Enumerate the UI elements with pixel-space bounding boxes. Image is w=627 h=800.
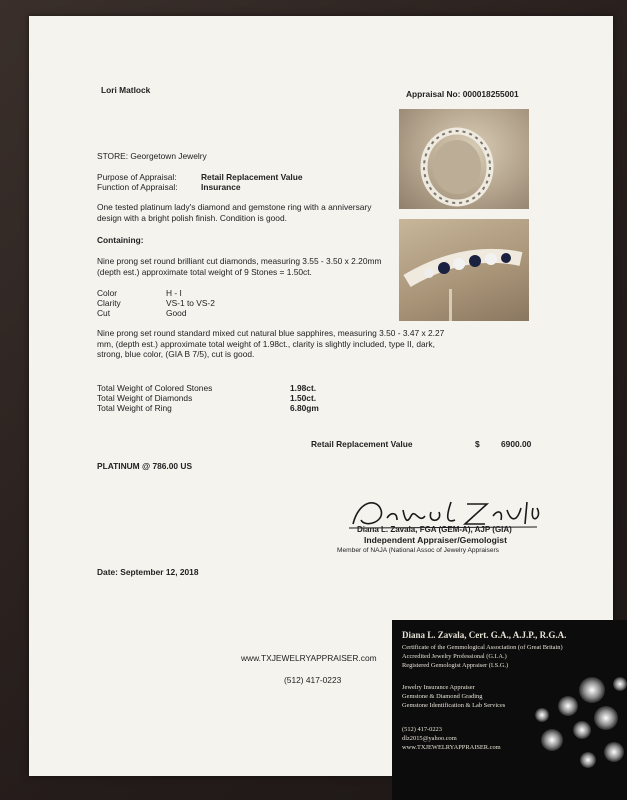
total-ring-value: 6.80gm [290, 403, 319, 413]
total-colored-value: 1.98ct. [290, 383, 317, 393]
purpose-label: Purpose of Appraisal: [97, 172, 177, 182]
grade-clarity-label: Clarity [97, 298, 121, 308]
item-description: One tested platinum lady's diamond and gemstone ring with a anniversary design with a bright polish finish. Condition is good. [97, 202, 372, 223]
card-name: Diana L. Zavala, Cert. G.A., A.J.P., R.G.A. [402, 630, 567, 640]
member-line: Member of NAJA (National Assoc of Jewelry Appraisers [337, 547, 499, 554]
containing-label: Containing: [97, 235, 144, 245]
grade-clarity-value: VS-1 to VS-2 [166, 298, 215, 308]
total-ring-label: Total Weight of Ring [97, 403, 172, 413]
appraiser-title: Independent Appraiser/Gemologist [364, 535, 507, 545]
grade-color-value: H - I [166, 288, 182, 298]
total-diamonds-label: Total Weight of Diamonds [97, 393, 193, 403]
phone-number: (512) 417-0223 [284, 675, 342, 685]
card-service-1: Jewelry Insurance Appraiser [402, 684, 475, 691]
purpose-value: Retail Replacement Value [201, 172, 303, 182]
grade-color-label: Color [97, 288, 118, 298]
ring-side-photo [399, 219, 529, 321]
platinum-price: PLATINUM @ 786.00 US [97, 461, 193, 471]
currency-symbol: $ [475, 439, 480, 449]
client-name: Lori Matlock [101, 85, 151, 95]
function-value: Insurance [201, 182, 241, 192]
card-service-3: Gemstone Identification & Lab Services [402, 702, 506, 709]
replacement-label: Retail Replacement Value [311, 439, 413, 449]
card-cert-3: Registered Gemologist Appraiser (I.S.G.) [402, 662, 509, 669]
business-card [392, 620, 627, 800]
grade-cut-value: Good [166, 308, 187, 318]
ring-top-photo [399, 109, 529, 209]
ring-side-image [399, 219, 529, 321]
total-colored-label: Total Weight of Colored Stones [97, 383, 213, 393]
diamond-description: Nine prong set round brilliant cut diamonds, measuring 3.55 - 3.50 x 2.20mm (depth est.) approximate total weight of 9 Stones = 1.50ct. [97, 256, 382, 277]
appraiser-credentials: Diana L. Zavala, FGA (GEM-A), AJP (GIA) [357, 525, 512, 534]
function-label: Function of Appraisal: [97, 182, 178, 192]
replacement-value: 6900.00 [501, 439, 532, 449]
appraisal-number: Appraisal No: 000018255001 [406, 89, 519, 99]
sapphire-description: Nine prong set round standard mixed cut natural blue sapphires, measuring 3.50 - 3.47 x 2.27 mm, (depth est.) approximate total weight of 1.98ct., clarity is slightly included, type II, dark, strong, blue color, (GIA B 7/5), cut is good. [97, 328, 445, 359]
website-link[interactable]: www.TXJEWELRYAPPRAISER.com [241, 653, 377, 663]
card-cert-2: Accredited Jewelry Professional (G.I.A.) [402, 653, 507, 660]
store-line: STORE: Georgetown Jewelry [97, 151, 207, 161]
card-service-2: Gemstone & Diamond Grading [402, 693, 483, 700]
appraisal-date: Date: September 12, 2018 [97, 567, 199, 577]
ring-top-image [399, 109, 529, 209]
card-email[interactable]: dlz2015@yahoo.com [402, 735, 457, 742]
card-phone: (512) 417-0223 [402, 726, 442, 733]
card-website[interactable]: www.TXJEWELRYAPPRAISER.com [402, 744, 501, 751]
total-diamonds-value: 1.50ct. [290, 393, 317, 403]
card-cert-1: Certificate of the Gemmological Association (of Great Britain) [402, 644, 563, 651]
grade-cut-label: Cut [97, 308, 111, 318]
